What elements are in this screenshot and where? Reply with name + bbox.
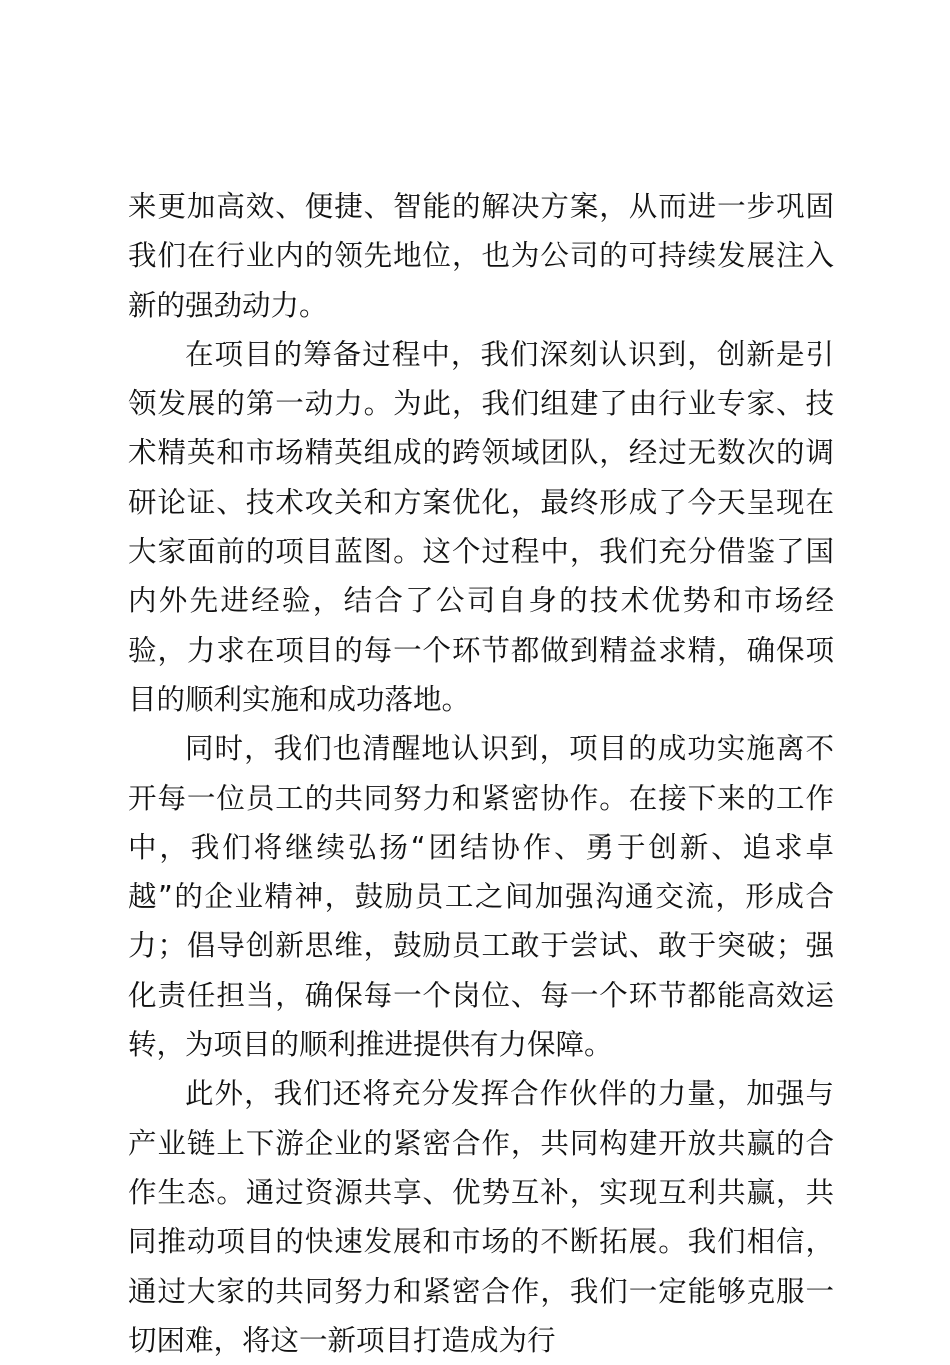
document-body [128, 182, 834, 1365]
paragraph-continuation: 来更加高效、便捷、智能的解决方案，从而进一步巩固我们在行业内的领先地位，也为公司的可持续发展注入新的强劲动力。 [128, 190, 834, 322]
paragraph-teamwork: 同时，我们也清醒地认识到，项目的成功实施离不开每一位员工的共同努力和紧密协作。在接下来的工作中，我们将继续弘扬“团结协作、勇于创新、追求卓越”的企业精神，鼓励员工之间加强沟通交流，形成合力；倡导创新思维，鼓励员工敢于尝试、敢于突破；强化责任担当，确保每一个岗位、每一个环节都能高效运转，为项目的顺利推进提供有力保障。 [128, 732, 834, 1062]
paragraph-preparation: 在项目的筹备过程中，我们深刻认识到，创新是引领发展的第一动力。为此，我们组建了由行业专家、技术精英和市场精英组成的跨领域团队，经过无数次的调研论证、技术攻关和方案优化，最终形成了今天呈现在大家面前的项目蓝图。这个过程中，我们充分借鉴了国内外先进经验，结合了公司自身的技术优势和市场经验，力求在项目的每一个环节都做到精益求精，确保项目的顺利实施和成功落地。 [128, 337, 834, 716]
paragraph-partners: 此外，我们还将充分发挥合作伙伴的力量，加强与产业链上下游企业的紧密合作，共同构建开放共赢的合作生态。通过资源共享、优势互补，实现互利共赢，共同推动项目的快速发展和市场的不断拓展。我们相信，通过大家的共同努力和紧密合作，我们一定能够克服一切困难，将这一新项目打造成为行 [128, 1077, 834, 1357]
